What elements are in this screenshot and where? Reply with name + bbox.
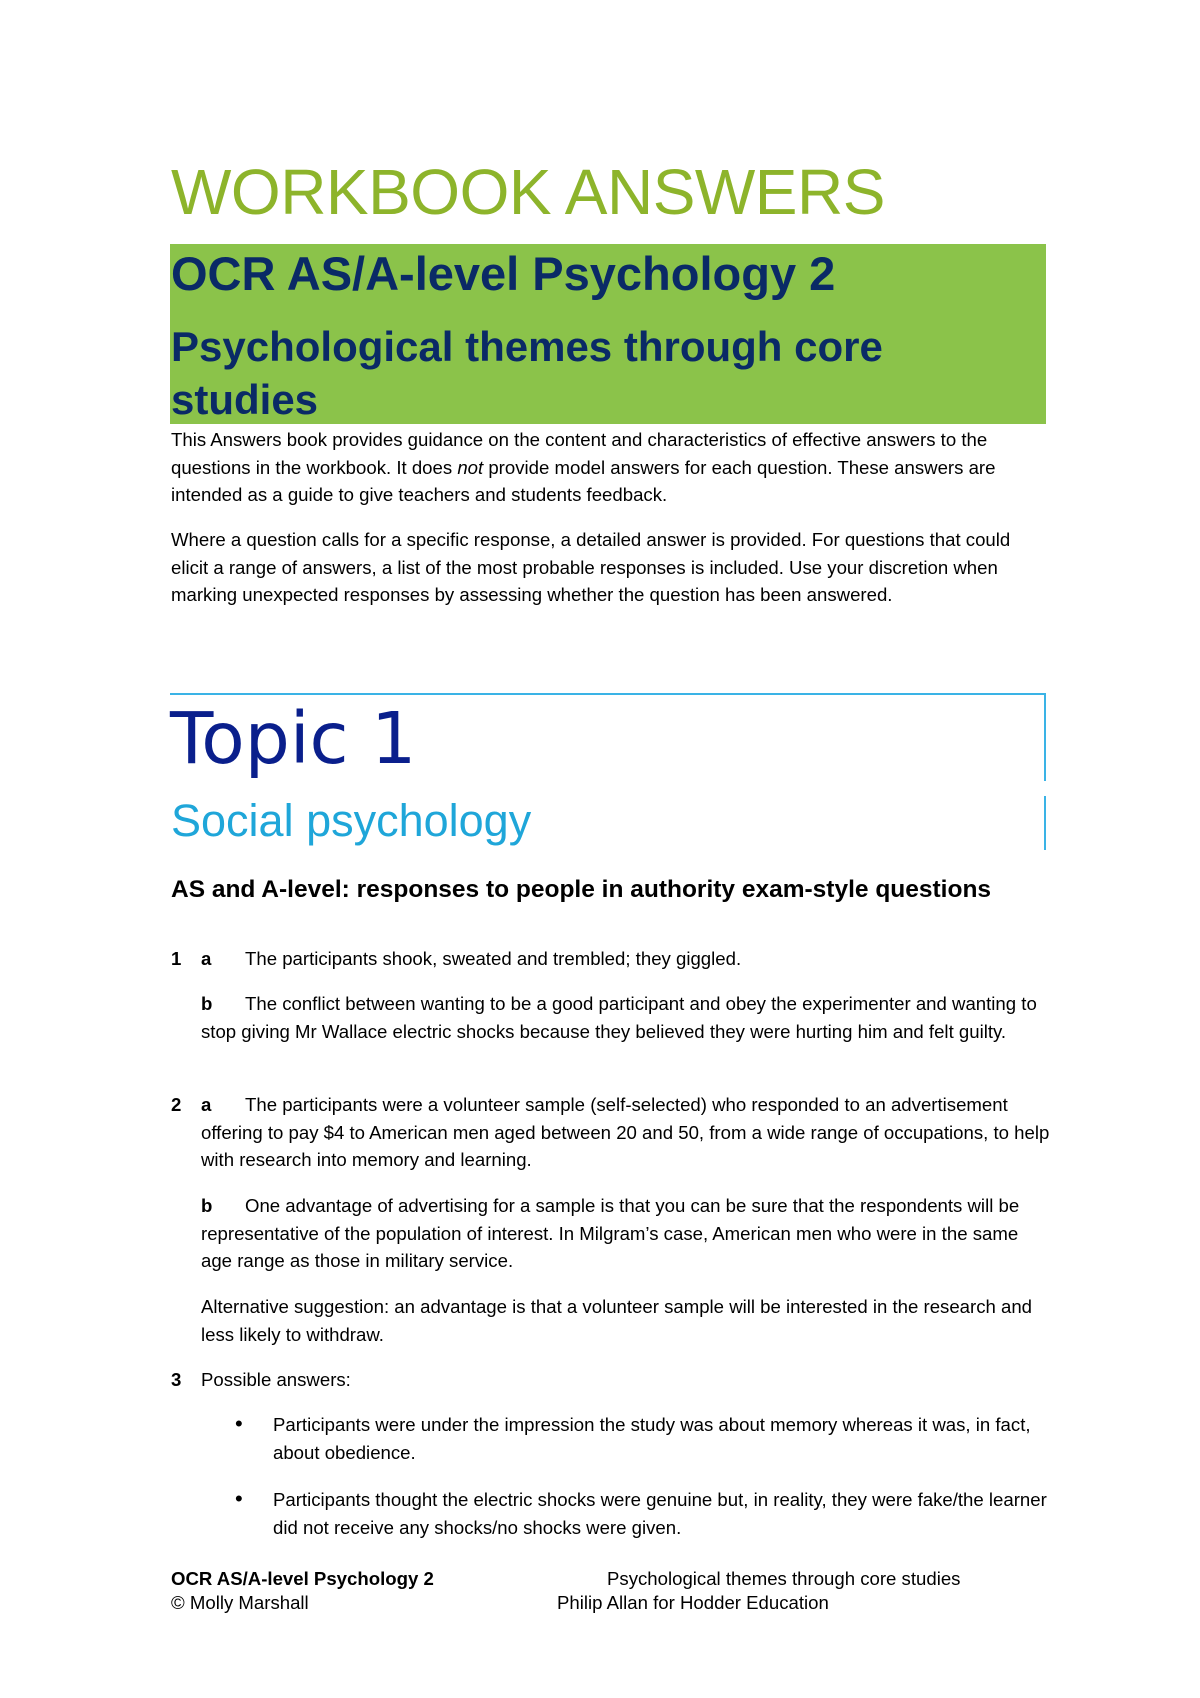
answer-paragraph xyxy=(201,1091,1051,1174)
intro-text-start: This Answers book provides guidance on the content and characteristics of effective answers to the questions in the workbook. It does xyxy=(171,429,988,478)
bullet-icon: • xyxy=(235,1486,243,1511)
question-number: 2 xyxy=(171,1094,182,1115)
topic-subtitle: Social psychology xyxy=(171,795,532,846)
question-part-label: a xyxy=(201,1094,212,1115)
answer-paragraph xyxy=(201,1192,1051,1275)
footer-course: OCR AS/A-level Psychology 2 xyxy=(171,1568,434,1589)
topic-side-rule xyxy=(1044,693,1046,781)
answer-intro: Possible answers: xyxy=(201,1369,351,1390)
answer-text: The participants shook, sweated and trembled; they giggled. xyxy=(245,948,742,969)
topic-title: Topic 1 xyxy=(170,697,417,780)
answer-text: The conflict between wanting to be a good participant and obey the experimenter and wanting to stop giving Mr Wallace electric shocks because they believed they were hurting him and felt guilty. xyxy=(201,993,1037,1042)
topic-top-rule xyxy=(170,693,1046,695)
intro-paragraph-2: Where a question calls for a specific response, a detailed answer is provided. For questions that could elicit a range of answers, a list of the most probable responses is included. Use your discretion when marking unexpected responses by assessing whether the question has been answered. xyxy=(171,529,1011,605)
answer-text: The participants were a volunteer sample (self-selected) who responded to an advertisement offering to pay $4 to American men aged between 20 and 50, from a wide range of occupations, to help with research into memory and learning. xyxy=(201,1094,1050,1170)
bullet-icon: • xyxy=(235,1411,243,1436)
list-item: Participants were under the impression the study was about memory whereas it was, in fact, about obedience. xyxy=(273,1414,1031,1463)
alternative-suggestion: Alternative suggestion: an advantage is that a volunteer sample will be interested in the research and less likely to withdraw. xyxy=(201,1296,1033,1345)
question-number: 3 xyxy=(171,1369,182,1390)
workbook-title: WORKBOOK ANSWERS xyxy=(171,156,885,228)
course-subtitle: Psychological themes through core studies xyxy=(171,323,883,423)
list-item: Participants thought the electric shocks were genuine but, in reality, they were fake/the learner did not receive any shocks/no shocks were given. xyxy=(273,1489,1047,1538)
question-part-label: a xyxy=(201,948,212,969)
intro-text-end: provide model answers for each question. These answers are intended as a guide to give teachers and students feedback. xyxy=(171,456,996,505)
question-number: 1 xyxy=(171,948,182,969)
question-part-label: b xyxy=(201,1195,213,1216)
intro-emphasis: not xyxy=(457,456,484,478)
section-heading: AS and A-level: responses to people in authority exam-style questions xyxy=(171,876,992,903)
footer-copyright: © Molly Marshall xyxy=(171,1592,309,1613)
footer-publisher: Philip Allan for Hodder Education xyxy=(557,1592,829,1613)
topic-side-rule-lower xyxy=(1044,796,1046,850)
question-part-label: b xyxy=(201,993,213,1014)
answer-paragraph xyxy=(201,990,1051,1045)
intro-paragraph-1 xyxy=(171,426,1051,509)
answer-text: One advantage of advertising for a sample is that you can be sure that the respondents will be representative of the population of interest. In Milgram’s case, American men who were in the same age range as those in military service. xyxy=(201,1195,1020,1271)
course-title: OCR AS/A-level Psychology 2 xyxy=(171,247,836,300)
footer-subtitle: Psychological themes through core studies xyxy=(607,1568,961,1589)
